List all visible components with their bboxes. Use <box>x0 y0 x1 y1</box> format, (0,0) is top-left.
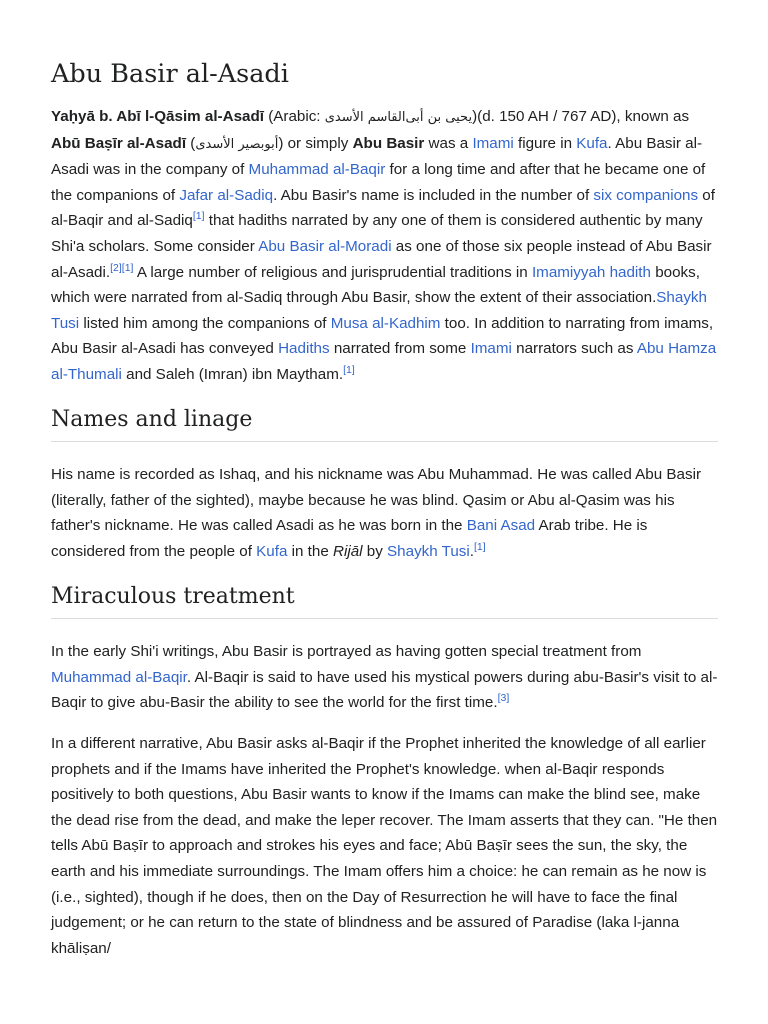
name-bold: Yaḥyā b. Abī l-Qāsim al-Asadī <box>51 108 264 125</box>
arabic-kunya: أبوبصير الأسدى <box>195 136 279 152</box>
link-kufa[interactable]: Kufa <box>576 134 608 152</box>
link-abu-basir-al-moradi[interactable]: Abu Basir al-Moradi <box>258 237 392 255</box>
text: . <box>469 542 475 560</box>
text: by <box>362 542 388 560</box>
text: . Abu Basir's name is included in the number of <box>273 186 594 204</box>
link-jafar-al-sadiq[interactable]: Jafar al-Sadiq <box>179 186 274 204</box>
text: of al-Baqir and al-Sadiq <box>51 186 715 230</box>
link-six-companions[interactable]: six companions <box>593 186 699 204</box>
link-muhammad-al-baqir[interactable]: Muhammad al-Baqir <box>248 161 386 179</box>
text: as one of those six people instead of Abu Basir al-Asadi. <box>51 237 712 281</box>
reference-2[interactable]: [2] <box>110 261 122 274</box>
link-shaykh-tusi[interactable]: Shaykh Tusi <box>387 542 470 560</box>
text: narrators such as <box>511 340 637 358</box>
link-imami[interactable]: Imami <box>472 134 514 152</box>
miracle-paragraph-2: In a different narrative, Abu Basir asks al-Baqir if the Prophet inherited the knowledge of all earlier prophets and if the Imams have inherited the Prophet's knowledge. when al-Baqir responds positively to both questions, Abu Basir wants to know if the Imams can make the blind see, make the dead rise from the dead, and make the leper recover. The Imam asserts that they can. "He then tells Abū Baṣīr to approach and strokes his eyes and face; Abū Baṣīr sees the sun, the sky, the earth and his immediate surroundings. The Imam offers him a choice: he can remain as he now is (i.e., sighted), though if he does, then on the Day of Resurrection he will have to face the final judgement; or he can return to the state of blindness and be assured of Paradise (laka l-janna khāliṣan/ <box>51 735 718 957</box>
link-muhammad-al-baqir[interactable]: Muhammad al-Baqir <box>51 668 187 686</box>
text: In the early Shi'i writings, Abu Basir is portrayed as having gotten special treatment from <box>51 643 642 660</box>
short-name-bold: Abu Basir <box>352 134 425 152</box>
arabic-name: يحيى بن أبى‌القاسم الأسدى <box>324 110 473 125</box>
text: listed him among the companions of <box>79 314 331 332</box>
link-abu-hamza-al-thumali[interactable]: Abu Hamza al-Thumali <box>51 340 717 383</box>
link-musa-al-kadhim[interactable]: Musa al-Kadhim <box>330 314 441 332</box>
page-title: Abu Basir al-Asadi <box>51 59 289 89</box>
text: and Saleh (Imran) ibn Maytham. <box>121 365 344 383</box>
text: His name is recorded as Ishaq, and his nickname was Abu Muhammad. He was called Abu Basir (literally, father of the sighted), maybe because he was blind. Qasim or Abu al-Qasim was his father's nickname. He was called Asadi as he was born in the <box>51 466 702 535</box>
link-shaykh-tusi[interactable]: Shaykh Tusi <box>51 289 707 332</box>
text: )(d. 150 AH / 767 AD), known as <box>472 108 690 125</box>
link-hadiths[interactable]: Hadiths <box>278 340 330 358</box>
link-bani-asad[interactable]: Bani Asad <box>466 517 536 535</box>
text: . Al-Baqir is said to have used his mystical powers during abu-Basir's visit to al-Baqir to give abu-Basir the ability to see the world for the first time. <box>51 668 718 712</box>
section-heading-names: Names and linage <box>51 405 718 442</box>
miracle-paragraph-1 <box>51 639 718 716</box>
names-paragraph <box>51 462 718 564</box>
reference-1[interactable]: [1] <box>121 261 134 274</box>
link-imami[interactable]: Imami <box>470 340 512 358</box>
link-imamiyyah-hadith[interactable]: Imamiyyah hadith <box>531 263 651 281</box>
text: Arab tribe. He is considered from the people of <box>51 517 648 560</box>
reference-1[interactable]: [1] <box>343 363 355 376</box>
text: that hadiths narrated by any one of them is considered authentic by many Shi'a scholars. Some consider <box>51 212 703 255</box>
text: too. In addition to narrating from imams, Abu Basir al-Asadi has conveyed <box>51 314 714 358</box>
section-heading-miraculous-treatment: Miraculous treatment <box>51 582 718 619</box>
text: for a long time and after that he became one of the companions of <box>51 161 706 204</box>
lead-paragraph <box>51 104 718 388</box>
text: books, which were narrated from al-Sadiq through Abu Basir, show the extent of their association. <box>51 263 700 307</box>
text: ) or simply <box>278 134 353 152</box>
text: narrated from some <box>329 340 471 358</box>
text: figure in <box>513 134 577 152</box>
text: was a <box>424 134 473 152</box>
text: A large number of religious and jurisprudential traditions in <box>133 263 532 281</box>
link-kufa[interactable]: Kufa <box>256 542 288 560</box>
reference-3[interactable]: [3] <box>497 692 510 705</box>
text: . Abu Basir al-Asadi was in the company of <box>51 134 703 179</box>
rijal-italic: Rijāl <box>333 542 363 560</box>
text: in the <box>287 542 334 560</box>
text: (Arabic: <box>263 108 325 125</box>
reference-1[interactable]: [1] <box>474 540 486 553</box>
reference-1[interactable]: [1] <box>192 210 205 223</box>
text: ( <box>186 134 196 152</box>
kunya-bold: Abū Baṣīr al-Asadī <box>51 134 187 152</box>
